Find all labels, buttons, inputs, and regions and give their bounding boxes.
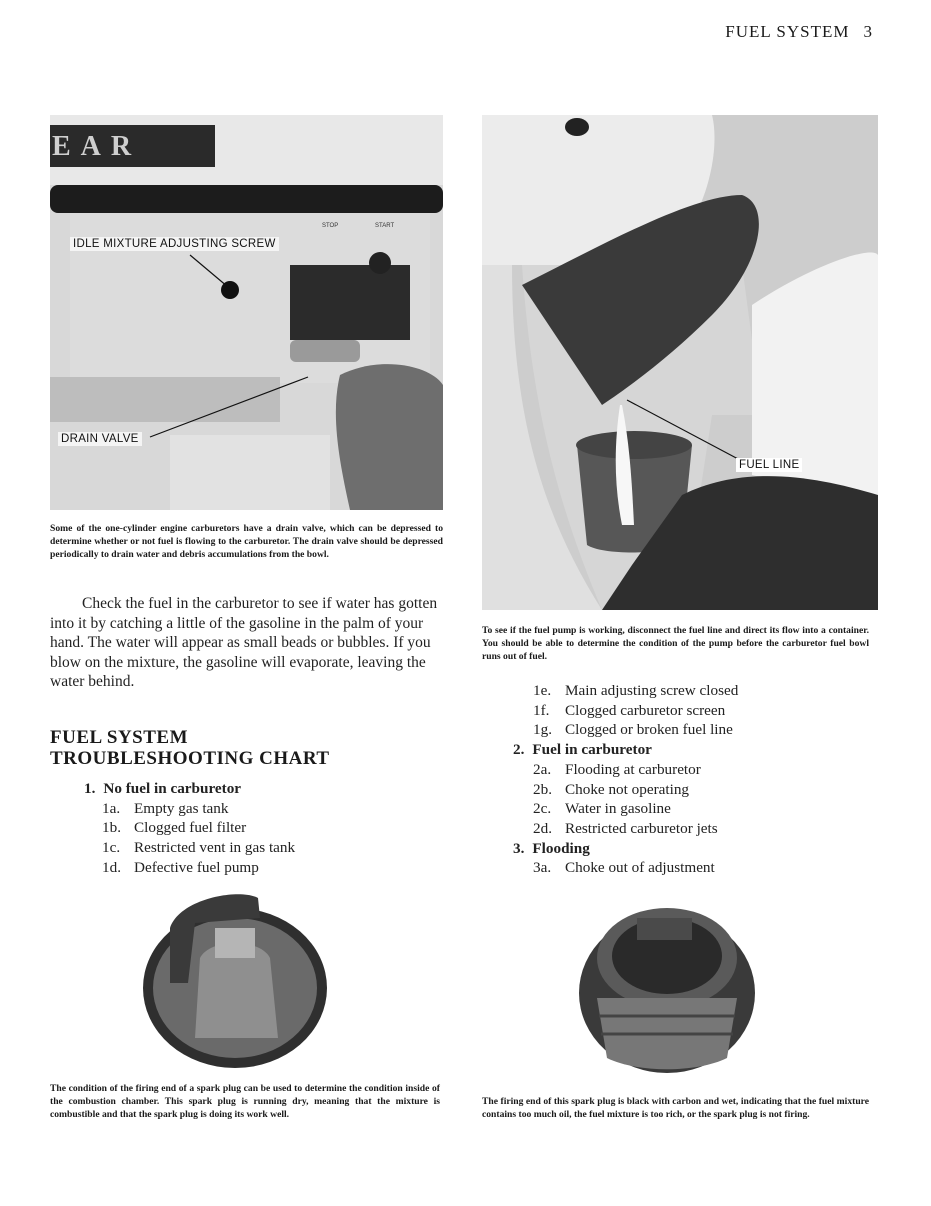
list-item: 1g. Clogged or broken fuel line — [533, 721, 733, 739]
chart-title-line1: FUEL SYSTEM — [50, 727, 189, 748]
list-item: 3a. Choke out of adjustment — [533, 859, 715, 877]
list-item: 2a. Flooding at carburetor — [533, 760, 701, 778]
idle-mixture-screw-callout: IDLE MIXTURE ADJUSTING SCREW — [70, 237, 279, 251]
start-label: START — [375, 223, 395, 229]
spark-plug-wet-caption: The firing end of this spark plug is black with carbon and wet, indicating that the fuel mixture contains too much oil, the fuel mixture is too rich, or the spark plug is not firing. — [482, 1096, 869, 1120]
section-title: FUEL SYSTEM — [725, 22, 850, 41]
carburetor-caption: Some of the one-cylinder engine carburetors have a drain valve, which can be depressed to determine whether or not fuel is flowing to the carburetor. The drain valve should be depressed periodically to drain water and debris accumulations from the bowl. — [50, 523, 443, 560]
drain-valve-callout: DRAIN VALVE — [58, 432, 142, 446]
spark-plug-dry-photo — [140, 888, 330, 1070]
page-header — [725, 22, 873, 42]
fuel-pump-photo — [482, 115, 878, 610]
list-item: 1b. Clogged fuel filter — [102, 819, 247, 837]
category-no-fuel: 1. No fuel in carburetor — [84, 780, 242, 797]
fuel-pump-caption: To see if the fuel pump is working, disconnect the fuel line and direct its flow into a container. You should be able to determine the condition of the pump before the carburetor fuel bowl runs out of fuel. — [482, 625, 869, 662]
list-item: 1c. Restricted vent in gas tank — [102, 839, 296, 857]
chart-list-right — [513, 681, 873, 878]
chart-title-line2: TROUBLESHOOTING CHART — [50, 748, 330, 769]
list-item: 1e. Main adjusting screw closed — [533, 682, 739, 699]
brand-lettering: EAR — [52, 131, 142, 162]
body-paragraph: Check the fuel in the carburetor to see if water has gotten into it by catching a little of the gasoline in the palm of your hand. The water will appear as small beads or bubbles. If you blow on the mixture, the gasoline will evaporate, leaving the water behind. — [50, 595, 438, 690]
fuel-line-callout: FUEL LINE — [736, 458, 802, 472]
chart-title — [50, 727, 330, 769]
list-item: 1d. Defective fuel pump — [102, 858, 259, 876]
page-number: 3 — [863, 22, 873, 41]
list-item: 2d. Restricted carburetor jets — [533, 819, 718, 837]
category-fuel-in-carburetor: 2. Fuel in carburetor — [513, 741, 652, 759]
spark-plug-wet-photo — [577, 898, 757, 1078]
category-flooding: 3. Flooding — [513, 839, 590, 857]
chart-list-left — [84, 779, 444, 878]
spark-plug-dry-caption: The condition of the firing end of a spark plug can be used to determine the condition inside of the combustion chamber. This spark plug is running dry, meaning that the mixture is combustible and that the spark plug is doing its work well. — [50, 1083, 440, 1120]
stop-label: STOP — [322, 223, 339, 229]
list-item: 2b. Choke not operating — [533, 780, 690, 798]
list-item: 1f. Clogged carburetor screen — [533, 701, 726, 719]
list-item: 2c. Water in gasoline — [533, 800, 671, 818]
list-item: 1a. Empty gas tank — [102, 799, 229, 817]
carburetor-photo — [50, 115, 443, 510]
